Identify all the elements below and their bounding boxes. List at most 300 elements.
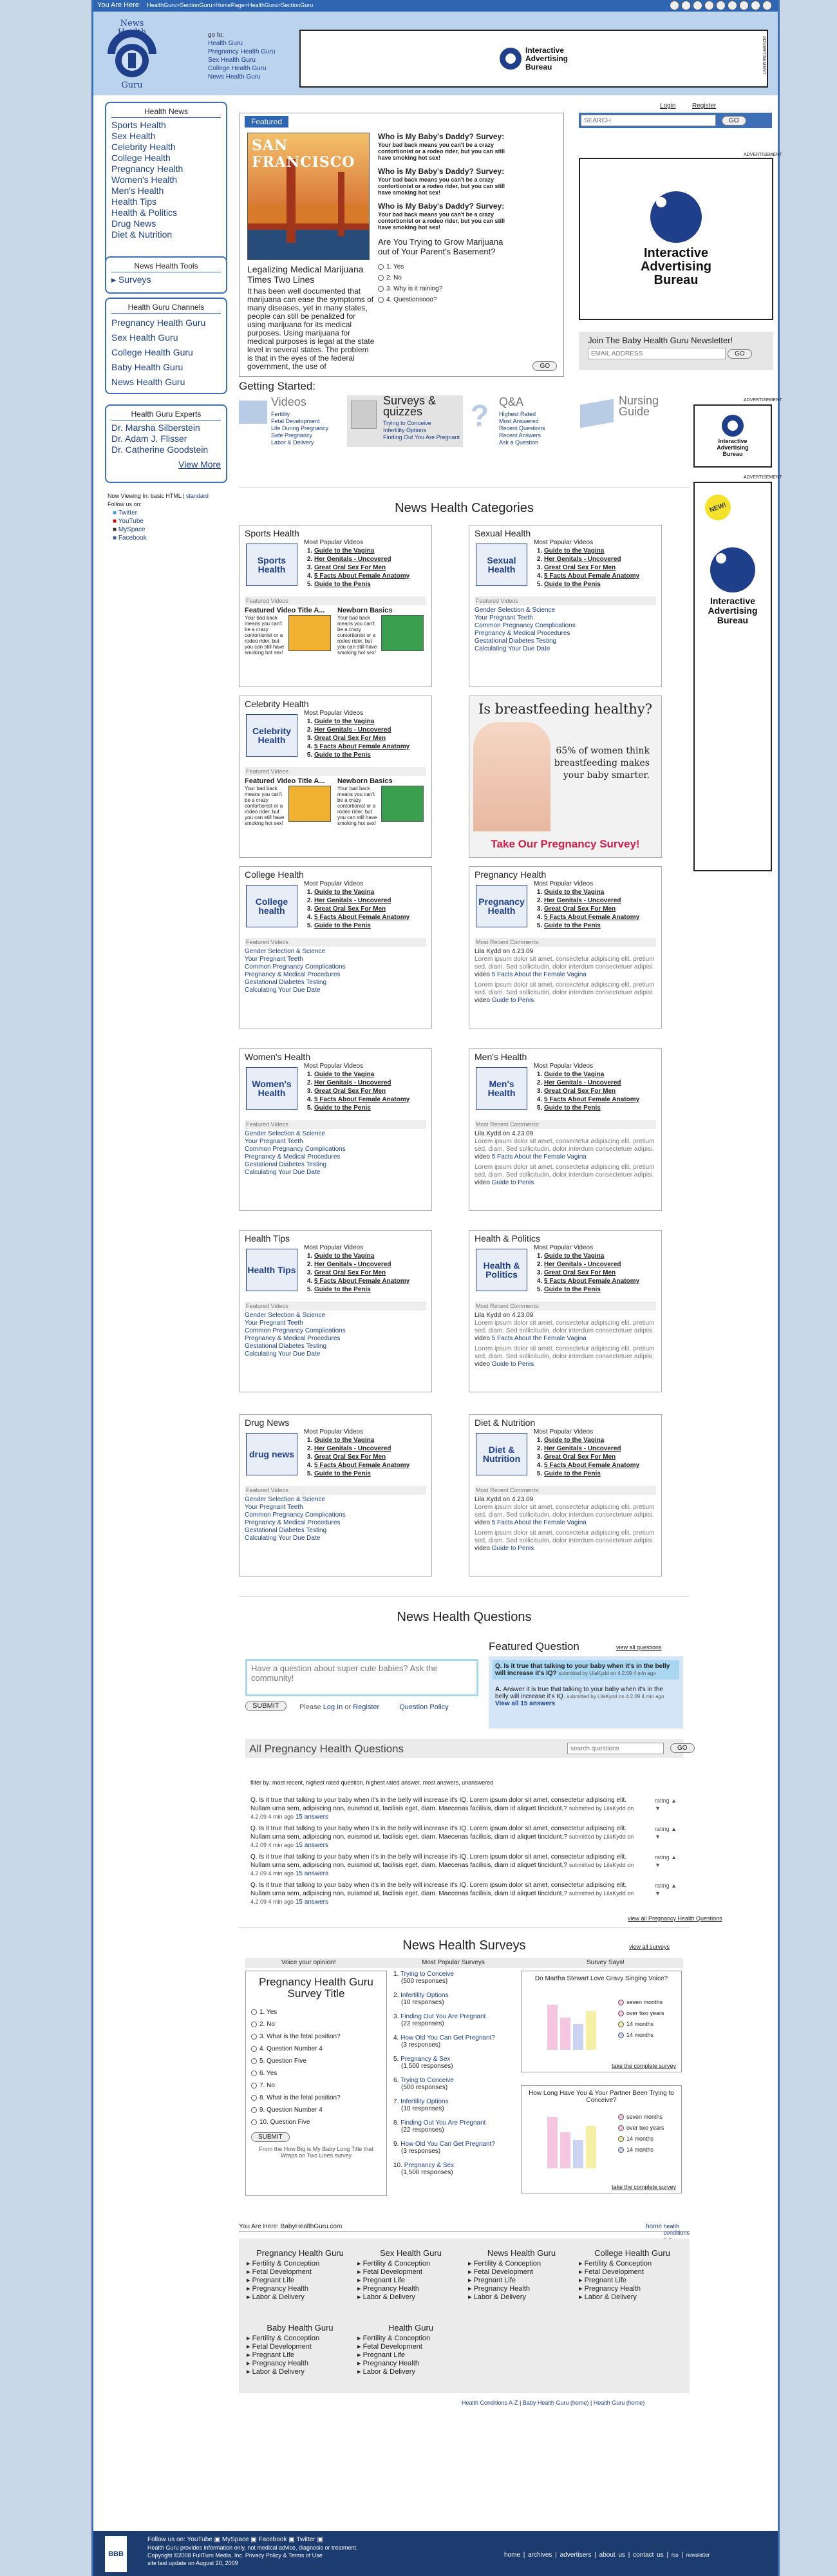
popular-video-link[interactable]: 2. Her Genitals - Uncovered	[544, 1260, 639, 1269]
bottom-home-link[interactable]: home	[646, 2223, 663, 2230]
bottom-nav-item[interactable]: ▸ Fertility & Conception	[357, 2260, 431, 2268]
videos-title[interactable]: Videos	[271, 395, 306, 408]
tips-icon[interactable]: Health Tips	[246, 1249, 297, 1291]
featured-video-link[interactable]: Common Pregnancy Complications	[245, 1327, 346, 1334]
qa-link[interactable]: Ask a Question	[499, 439, 539, 446]
popular-survey-link[interactable]: How Old You Can Get Pregnant?	[400, 2034, 495, 2041]
popular-video-link[interactable]: 2. Her Genitals - Uncovered	[544, 896, 639, 905]
bottom-nav-item[interactable]: ▸ Pregnant Life	[468, 2277, 516, 2284]
bottom-nav-item[interactable]: ▸ Fertility & Conception	[247, 2334, 320, 2342]
featured-video-link[interactable]: Gender Selection & Science	[245, 1130, 326, 1137]
bottom-nav-item[interactable]: ▸ Labor & Delivery	[247, 2293, 305, 2301]
bottom-nav-item[interactable]: ▸ Pregnancy Health	[357, 2360, 420, 2367]
footer-link[interactable]: home	[504, 2552, 521, 2559]
popular-survey-link[interactable]: Trying to Conceive	[400, 1971, 454, 1978]
popular-survey-link[interactable]: Pregnancy & Sex	[400, 2056, 451, 2063]
nav-item[interactable]: Diet & Nutrition	[111, 229, 173, 240]
site-logo[interactable]	[105, 15, 159, 90]
popular-video-link[interactable]: 1. Guide to the Vagina	[314, 547, 409, 555]
ask-submit-button[interactable]: SUBMIT	[245, 1701, 287, 1711]
bottom-link[interactable]: Health Conditions A-Z	[462, 2400, 518, 2406]
expert-item[interactable]: Dr. Catherine Goodstein	[111, 444, 209, 455]
video-thumbnail[interactable]	[381, 786, 424, 822]
nav-item[interactable]: Men's Health	[111, 185, 164, 196]
bbb-badge-icon[interactable]: BBB	[105, 2536, 127, 2572]
bottom-nav-item[interactable]: ▸ Labor & Delivery	[247, 2368, 305, 2376]
bottom-nav-title[interactable]: Health Guru	[388, 2323, 434, 2333]
drug-icon[interactable]: drug news	[246, 1433, 297, 1475]
nav-item[interactable]: Health Tips	[111, 196, 157, 207]
twitter-link[interactable]: Twitter	[118, 509, 138, 516]
popular-video-link[interactable]: 5. Guide to the Penis	[314, 1285, 409, 1294]
comment-video-link[interactable]: Guide to Penis	[491, 997, 534, 1004]
goto-link[interactable]: Sex Health Guru	[208, 57, 256, 64]
video-thumbnail[interactable]	[288, 786, 331, 822]
featured-video-link[interactable]: Pregnancy & Medical Procedures	[245, 1335, 341, 1342]
newsletter-email-input[interactable]	[588, 348, 726, 359]
popular-video-link[interactable]: 2. Her Genitals - Uncovered	[314, 1260, 409, 1269]
surveys-link[interactable]: ▸ Surveys	[111, 274, 151, 285]
popular-video-link[interactable]: 1. Guide to the Vagina	[314, 1070, 409, 1079]
featured-video-link[interactable]: Pregnancy & Medical Procedures	[475, 630, 570, 637]
banner-ad[interactable]	[299, 30, 768, 88]
qa-title[interactable]: Q&A	[499, 395, 524, 408]
survey-option[interactable]: 3. What is the fetal position?	[251, 2031, 381, 2043]
popular-video-link[interactable]: 5. Guide to the Penis	[544, 1104, 639, 1112]
surveys-link[interactable]: Infertility Options	[383, 427, 427, 433]
bottom-nav-item[interactable]: ▸ Fertility & Conception	[468, 2260, 541, 2268]
register-link[interactable]: Register	[353, 1703, 380, 1711]
newsletter-go-button[interactable]: GO	[728, 349, 752, 359]
bottom-nav-title[interactable]: Pregnancy Health Guru	[256, 2248, 344, 2258]
featured-image[interactable]	[247, 133, 370, 260]
featured-video-link[interactable]: Common Pregnancy Complications	[245, 963, 346, 971]
popular-video-link[interactable]: 1. Guide to the Vagina	[544, 888, 639, 896]
popular-video-link[interactable]: 4. 5 Facts About Female Anatomy	[314, 572, 409, 580]
college-icon[interactable]: College health	[246, 885, 297, 927]
popular-video-link[interactable]: 4. 5 Facts About Female Anatomy	[314, 1277, 409, 1285]
featured-video-link[interactable]: Calculating Your Due Date	[245, 1535, 321, 1542]
bottom-nav-title[interactable]: News Health Guru	[487, 2248, 556, 2258]
footer-twitter[interactable]: Twitter	[296, 2536, 315, 2543]
popular-video-link[interactable]: 5. Guide to the Penis	[314, 1470, 409, 1478]
popular-video-link[interactable]: 1. Guide to the Vagina	[314, 717, 409, 726]
popular-video-link[interactable]: 1. Guide to the Vagina	[544, 1436, 639, 1444]
featured-video-link[interactable]: Calculating Your Due Date	[245, 1169, 321, 1176]
nursing-title[interactable]: Nursing Guide	[619, 394, 659, 418]
popular-video-link[interactable]: 3. Great Oral Sex For Men	[544, 905, 639, 913]
popular-video-link[interactable]: 3. Great Oral Sex For Men	[544, 1269, 639, 1277]
bottom-conditions-link[interactable]: health conditions	[663, 2223, 690, 2236]
youtube-link[interactable]: YouTube	[118, 518, 144, 525]
surveys-link[interactable]: Trying to Conceive	[383, 420, 431, 426]
women-icon[interactable]: Women's Health	[246, 1067, 297, 1110]
footer-link[interactable]: newsletter	[686, 2552, 710, 2558]
nav-item[interactable]: Sex Health	[111, 131, 156, 141]
bottom-nav-item[interactable]: ▸ Labor & Delivery	[357, 2368, 415, 2376]
popular-video-link[interactable]: 4. 5 Facts About Female Anatomy	[544, 572, 639, 580]
footer-youtube[interactable]: YouTube	[187, 2536, 212, 2543]
footer-link[interactable]: about us	[599, 2552, 626, 2559]
featured-video-link[interactable]: Pregnancy & Medical Procedures	[245, 971, 341, 978]
rating[interactable]: rating ▲ ▼	[655, 1854, 677, 1868]
bottom-nav-item[interactable]: ▸ Pregnant Life	[247, 2277, 295, 2284]
question-link[interactable]: Is it true that talking to your baby when it's in the belly will increase it's IQ. Lorem ipsum dolor sit amet, consectetur adipiscing elit. Nullam urna sem, adipiscing non, euismod ut, facilisis eget, diam. Maecenas facilisis, diam id aliquet tincidunt,?	[250, 1853, 627, 1869]
popular-video-link[interactable]: 3. Great Oral Sex For Men	[314, 905, 409, 913]
fq-question[interactable]: Is it true that talking to your baby when it's in the belly will increase it's IQ?	[495, 1663, 670, 1677]
popular-video-link[interactable]: 4. 5 Facts About Female Anatomy	[544, 1277, 639, 1285]
featured-video-title[interactable]: Newborn Basics	[337, 607, 393, 614]
footer-link[interactable]: advertisers	[560, 2552, 592, 2559]
featured-video-link[interactable]: Gender Selection & Science	[245, 948, 326, 955]
popular-video-link[interactable]: 3. Great Oral Sex For Men	[544, 564, 639, 572]
featured-video-link[interactable]: Gestational Diabetes Testing	[245, 1161, 327, 1168]
bottom-nav-title[interactable]: College Health Guru	[594, 2248, 670, 2258]
featured-video-link[interactable]: Your Pregnant Teeth	[475, 614, 533, 621]
bottom-nav-item[interactable]: ▸ Fertility & Conception	[357, 2334, 431, 2342]
featured-video-link[interactable]: Gender Selection & Science	[245, 1312, 326, 1319]
chart2-link[interactable]: take the complete survey	[611, 2184, 676, 2190]
nav-item[interactable]: Celebrity Health	[111, 142, 176, 152]
diet-icon[interactable]: Diet & Nutrition	[476, 1433, 527, 1475]
bottom-link[interactable]: Health Guru (home)	[593, 2400, 645, 2406]
videos-link[interactable]: Labor & Delivery	[271, 439, 314, 446]
answers-link[interactable]: 15 answers	[295, 1842, 328, 1849]
popular-video-link[interactable]: 5. Guide to the Penis	[314, 922, 409, 930]
popular-video-link[interactable]: 2. Her Genitals - Uncovered	[314, 1079, 409, 1087]
popular-video-link[interactable]: 1. Guide to the Vagina	[314, 1252, 409, 1260]
bottom-nav-item[interactable]: ▸ Pregnant Life	[357, 2277, 406, 2284]
featured-video-link[interactable]: Your Pregnant Teeth	[245, 1320, 303, 1327]
featured-video-link[interactable]: Gestational Diabetes Testing	[245, 1527, 327, 1534]
popular-video-link[interactable]: 1. Guide to the Vagina	[314, 1436, 409, 1444]
popular-video-link[interactable]: 5. Guide to the Penis	[544, 580, 639, 589]
featured-video-link[interactable]: Calculating Your Due Date	[245, 1350, 321, 1358]
qa-link[interactable]: Highest Rated	[499, 411, 536, 417]
bottom-nav-item[interactable]: ▸ Fertility & Conception	[247, 2260, 320, 2268]
category-title[interactable]: Drug News	[245, 1417, 290, 1428]
comment-video-link[interactable]: 5 Facts About the Female Vagina	[491, 1519, 587, 1526]
survey-q[interactable]: Who is My Baby's Daddy? Survey:	[378, 167, 505, 176]
bottom-nav-item[interactable]: ▸ Pregnant Life	[579, 2277, 627, 2284]
channel-item[interactable]: Baby Health Guru	[111, 362, 183, 372]
popular-video-link[interactable]: 4. 5 Facts About Female Anatomy	[314, 743, 409, 751]
popular-video-link[interactable]: 5. Guide to the Penis	[314, 751, 409, 759]
survey-submit-button[interactable]: SUBMIT	[251, 2132, 290, 2142]
featured-video-link[interactable]: Pregnancy & Medical Procedures	[245, 1519, 341, 1526]
popular-video-link[interactable]: 1. Guide to the Vagina	[544, 1252, 639, 1260]
popular-video-link[interactable]: 4. 5 Facts About Female Anatomy	[314, 913, 409, 922]
survey-option[interactable]: 9. Question Number 4	[251, 2104, 381, 2116]
poll-option[interactable]: 4. Questionsooo?	[378, 294, 513, 305]
survey-option[interactable]: 4. Question Number 4	[251, 2043, 381, 2055]
footer-facebook[interactable]: Facebook	[258, 2536, 287, 2543]
view-more-link[interactable]: View More	[178, 459, 221, 469]
survey-q[interactable]: Who is My Baby's Daddy? Survey:	[378, 132, 505, 141]
popular-video-link[interactable]: 4. 5 Facts About Female Anatomy	[544, 913, 639, 922]
bottom-nav-item[interactable]: ▸ Fertility & Conception	[579, 2260, 652, 2268]
rect-ad[interactable]: Interactive Advertising Bureau	[579, 158, 773, 320]
poll-go-button[interactable]: GO	[532, 361, 557, 371]
popular-video-link[interactable]: 4. 5 Facts About Female Anatomy	[544, 1095, 639, 1104]
popular-video-link[interactable]: 3. Great Oral Sex For Men	[544, 1087, 639, 1095]
category-title[interactable]: College Health	[245, 869, 304, 880]
standard-link[interactable]: standard	[185, 493, 209, 499]
social-icon-1[interactable]	[670, 1, 679, 10]
small-ad[interactable]: Interactive Advertising Bureau	[693, 404, 772, 468]
popular-video-link[interactable]: 3. Great Oral Sex For Men	[544, 1453, 639, 1461]
breadcrumb[interactable]: HealthGuru>SectionGuru>HomePage>HealthGuru>SectionGuru	[147, 2, 314, 8]
popular-video-link[interactable]: 3. Great Oral Sex For Men	[314, 1269, 409, 1277]
bottom-link[interactable]: Baby Health Guru (home)	[522, 2400, 589, 2406]
question-link[interactable]: Is it true that talking to your baby when it's in the belly will increase it's IQ. Lorem ipsum dolor sit amet, consectetur adipiscing elit. Nullam urna sem, adipiscing non, euismod ut, facilisis eget, diam. Maecenas facilisis, diam id aliquet tincidunt,?	[250, 1882, 627, 1897]
comment-video-link[interactable]: 5 Facts About the Female Vagina	[491, 1153, 587, 1160]
popular-video-link[interactable]: 5. Guide to the Penis	[314, 580, 409, 589]
sexual-icon[interactable]: Sexual Health	[476, 544, 527, 586]
answers-link[interactable]: 15 answers	[295, 1870, 328, 1877]
comment-video-link[interactable]: 5 Facts About the Female Vagina	[491, 971, 587, 978]
popular-video-link[interactable]: 4. 5 Facts About Female Anatomy	[314, 1095, 409, 1104]
channel-item[interactable]: College Health Guru	[111, 347, 193, 357]
surveys-link[interactable]: Finding Out You Are Pregnant	[383, 434, 460, 440]
channel-item[interactable]: News Health Guru	[111, 377, 185, 387]
survey-option[interactable]: 6. Yes	[251, 2067, 381, 2079]
chart1-link[interactable]: take the complete survey	[611, 2063, 676, 2069]
popular-survey-link[interactable]: Finding Out You Are Pregnant	[400, 2013, 486, 2020]
category-title[interactable]: Celebrity Health	[245, 699, 309, 709]
nav-item[interactable]: Women's Health	[111, 175, 178, 185]
featured-video-link[interactable]: Common Pregnancy Complications	[245, 1146, 346, 1153]
survey-q[interactable]: Who is My Baby's Daddy? Survey:	[378, 202, 505, 211]
featured-video-link[interactable]: Gender Selection & Science	[245, 1496, 326, 1503]
popular-video-link[interactable]: 5. Guide to the Penis	[544, 1285, 639, 1294]
answers-link[interactable]: 15 answers	[295, 1814, 328, 1821]
rating[interactable]: rating ▲ ▼	[655, 1882, 677, 1897]
videos-link[interactable]: Safe Pregnancy	[271, 432, 313, 439]
qa-link[interactable]: Recent Answers	[499, 432, 541, 439]
expert-item[interactable]: Dr. Adam J. Flisser	[111, 433, 187, 444]
popular-video-link[interactable]: 3. Great Oral Sex For Men	[314, 734, 409, 743]
search-go-button[interactable]: GO	[722, 116, 746, 126]
category-title[interactable]: Health & Politics	[475, 1233, 540, 1244]
survey-option[interactable]: 5. Question Five	[251, 2055, 381, 2067]
expert-item[interactable]: Dr. Marsha Silberstein	[111, 422, 200, 433]
nav-item[interactable]: Sports Health	[111, 120, 166, 130]
question-search-input[interactable]	[567, 1743, 664, 1754]
footer-link[interactable]: contact us	[633, 2552, 664, 2559]
featured-video-link[interactable]: Your Pregnant Teeth	[245, 1138, 303, 1145]
celebrity-icon[interactable]: Celebrity Health	[246, 714, 297, 757]
comment-video-link[interactable]: Guide to Penis	[491, 1179, 534, 1186]
featured-video-link[interactable]: Gestational Diabetes Testing	[245, 1343, 327, 1350]
survey-option[interactable]: 7. No	[251, 2079, 381, 2092]
video-thumbnail[interactable]	[288, 615, 331, 651]
popular-video-link[interactable]: 2. Her Genitals - Uncovered	[314, 726, 409, 734]
popular-survey-link[interactable]: Finding Out You Are Pregnant	[400, 2119, 486, 2126]
popular-video-link[interactable]: 2. Her Genitals - Uncovered	[544, 1079, 639, 1087]
bottom-nav-title[interactable]: Baby Health Guru	[267, 2323, 334, 2333]
channel-item[interactable]: Pregnancy Health Guru	[111, 317, 206, 328]
featured-video-link[interactable]: Gestational Diabetes Testing	[475, 638, 557, 645]
surveys-title[interactable]: Surveys & quizzes	[383, 394, 437, 418]
search-input[interactable]	[581, 115, 716, 126]
videos-link[interactable]: Fetal Development	[271, 418, 320, 424]
category-title[interactable]: Sports Health	[245, 528, 299, 538]
ask-question-input[interactable]: Have a question about super cute babies? Ask the community!	[245, 1659, 478, 1696]
rating[interactable]: rating ▲ ▼	[655, 1797, 677, 1812]
videos-link[interactable]: Life During Pregnancy	[271, 425, 329, 431]
answers-link[interactable]: 15 answers	[295, 1899, 328, 1906]
category-title[interactable]: Sexual Health	[475, 528, 531, 538]
popular-survey-link[interactable]: Infertility Options	[400, 1992, 449, 1999]
question-policy-link[interactable]: Question Policy	[399, 1703, 449, 1711]
social-icon-8[interactable]	[751, 1, 760, 10]
popular-video-link[interactable]: 2. Her Genitals - Uncovered	[544, 555, 639, 564]
popular-video-link[interactable]: 3. Great Oral Sex For Men	[314, 1087, 409, 1095]
footer-myspace[interactable]: MySpace	[221, 2536, 249, 2543]
bottom-nav-item[interactable]: ▸ Labor & Delivery	[579, 2293, 637, 2301]
featured-video-link[interactable]: Pregnancy & Medical Procedures	[245, 1153, 341, 1160]
nav-item[interactable]: Drug News	[111, 218, 156, 229]
popular-video-link[interactable]: 5. Guide to the Penis	[544, 1470, 639, 1478]
promo-cta[interactable]: Take Our Pregnancy Survey!	[491, 838, 640, 850]
bottom-nav-item[interactable]: ▸ Fetal Development	[247, 2343, 312, 2351]
view-answers-link[interactable]: View all 15 answers	[495, 1700, 556, 1707]
nav-item[interactable]: Health & Politics	[111, 207, 177, 218]
popular-video-link[interactable]: 4. 5 Facts About Female Anatomy	[314, 1461, 409, 1470]
featured-video-link[interactable]: Your Pregnant Teeth	[245, 1504, 303, 1511]
popular-video-link[interactable]: 1. Guide to the Vagina	[544, 1070, 639, 1079]
popular-video-link[interactable]: 3. Great Oral Sex For Men	[314, 564, 409, 572]
bottom-nav-item[interactable]: ▸ Pregnancy Health	[357, 2285, 420, 2293]
social-icon-7[interactable]	[739, 1, 749, 10]
popular-survey-link[interactable]: How Old You Can Get Pregnant?	[400, 2141, 495, 2148]
popular-survey-link[interactable]: Infertility Options	[400, 2098, 449, 2105]
survey-option[interactable]: 1. Yes	[251, 2006, 381, 2018]
popular-video-link[interactable]: 2. Her Genitals - Uncovered	[314, 896, 409, 905]
popular-video-link[interactable]: 5. Guide to the Penis	[314, 1104, 409, 1112]
popular-video-link[interactable]: 2. Her Genitals - Uncovered	[314, 1444, 409, 1453]
goto-link[interactable]: Pregnancy Health Guru	[208, 48, 276, 55]
qa-link[interactable]: Most Answered	[499, 418, 539, 424]
popular-video-link[interactable]: 5. Guide to the Penis	[544, 922, 639, 930]
featured-title[interactable]: Legalizing Medical Marijuana Times Two Lines	[247, 264, 364, 285]
footer-link[interactable]: archives	[528, 2552, 552, 2559]
politics-icon[interactable]: Health & Politics	[476, 1249, 527, 1291]
bottom-nav-item[interactable]: ▸ Fetal Development	[247, 2268, 312, 2276]
popular-video-link[interactable]: 1. Guide to the Vagina	[544, 547, 639, 555]
qa-link[interactable]: Recent Questions	[499, 425, 545, 431]
poll-option[interactable]: 2. No	[378, 272, 513, 283]
filter-bar[interactable]: filter by: most recent, highest rated question, highest rated answer, most answers, unanswered	[250, 1779, 494, 1786]
men-icon[interactable]: Men's Health	[476, 1067, 527, 1110]
popular-video-link[interactable]: 2. Her Genitals - Uncovered	[544, 1444, 639, 1453]
category-title[interactable]: Pregnancy Health	[475, 869, 547, 880]
bottom-nav-title[interactable]: Sex Health Guru	[379, 2248, 442, 2258]
comment-video-link[interactable]: Guide to Penis	[491, 1545, 534, 1552]
login-link[interactable]: Log In	[323, 1703, 343, 1711]
survey-option[interactable]: 2. No	[251, 2018, 381, 2031]
bottom-nav-item[interactable]: ▸ Fetal Development	[468, 2268, 533, 2276]
popular-survey-link[interactable]: Trying to Conceive	[400, 2077, 454, 2084]
featured-video-link[interactable]: Gestational Diabetes Testing	[245, 979, 327, 986]
popular-video-link[interactable]: 3. Great Oral Sex For Men	[314, 1453, 409, 1461]
category-title[interactable]: Women's Health	[245, 1052, 311, 1062]
login-link[interactable]: Login	[660, 102, 676, 109]
facebook-link[interactable]: Facebook	[118, 535, 147, 542]
rating[interactable]: rating ▲ ▼	[655, 1826, 677, 1840]
register-link[interactable]: Register	[692, 102, 717, 109]
nav-item[interactable]: College Health	[111, 153, 171, 163]
bottom-nav-item[interactable]: ▸ Pregnancy Health	[579, 2285, 641, 2293]
view-all-surveys-link[interactable]: view all surveys	[629, 1944, 670, 1950]
popular-video-link[interactable]: 1. Guide to the Vagina	[314, 888, 409, 896]
bottom-nav-item[interactable]: ▸ Pregnant Life	[247, 2351, 295, 2359]
myspace-link[interactable]: MySpace	[118, 526, 146, 533]
featured-video-link[interactable]: Common Pregnancy Complications	[475, 622, 576, 629]
survey-option[interactable]: 10. Question Five	[251, 2116, 381, 2128]
social-icon-5[interactable]	[716, 1, 726, 10]
bottom-nav-item[interactable]: ▸ Pregnant Life	[357, 2351, 406, 2359]
featured-video-title[interactable]: Featured Video Title A...	[245, 777, 325, 785]
bottom-nav-item[interactable]: ▸ Pregnancy Health	[247, 2285, 309, 2293]
social-icon-4[interactable]	[704, 1, 714, 10]
comment-video-link[interactable]: Guide to Penis	[491, 1361, 534, 1368]
category-title[interactable]: Health Tips	[245, 1233, 290, 1244]
goto-link[interactable]: College Health Guru	[208, 65, 267, 72]
social-icon-3[interactable]	[693, 1, 702, 10]
poll-option[interactable]: 3. Why is it raining?	[378, 283, 513, 294]
popular-survey-link[interactable]: Pregnancy & Sex	[404, 2162, 454, 2169]
category-title[interactable]: Diet & Nutrition	[475, 1417, 536, 1428]
view-all-pregnancy-questions[interactable]: view all Pregnancy Health Questions	[628, 1915, 722, 1922]
goto-link[interactable]: News Health Guru	[208, 73, 261, 80]
popular-video-link[interactable]: 4. 5 Facts About Female Anatomy	[544, 1461, 639, 1470]
skyscraper-ad[interactable]: NEW! Interactive Advertising Bureau	[693, 482, 772, 871]
bottom-nav-item[interactable]: ▸ Fetal Development	[579, 2268, 644, 2276]
view-all-questions-link[interactable]: view all questions	[616, 1644, 662, 1651]
bottom-nav-item[interactable]: ▸ Labor & Delivery	[357, 2293, 415, 2301]
channel-item[interactable]: Sex Health Guru	[111, 332, 178, 343]
videos-link[interactable]: Fertility	[271, 411, 290, 417]
bottom-nav-item[interactable]: ▸ Fetal Development	[357, 2343, 422, 2351]
goto-link[interactable]: Health Guru	[208, 40, 243, 47]
bottom-nav-item[interactable]: ▸ Pregnancy Health	[468, 2285, 531, 2293]
pregnancy-icon[interactable]: Pregnancy Health	[476, 885, 527, 927]
video-thumbnail[interactable]	[381, 615, 424, 651]
question-link[interactable]: Is it true that talking to your baby when it's in the belly will increase it's IQ. Lorem ipsum dolor sit amet, consectetur adipiscing elit. Nullam urna sem, adipiscing non, euismod ut, facilisis eget, diam. Maecenas facilisis, diam id aliquet tincidunt,?	[250, 1825, 627, 1841]
featured-video-link[interactable]: Common Pregnancy Complications	[245, 1511, 346, 1519]
comment-video-link[interactable]: 5 Facts About the Female Vagina	[491, 1335, 587, 1342]
sports-icon[interactable]: Sports Health	[246, 544, 297, 586]
featured-video-title[interactable]: Newborn Basics	[337, 777, 393, 785]
question-link[interactable]: Is it true that talking to your baby when it's in the belly will increase it's IQ. Lorem ipsum dolor sit amet, consectetur adipiscing elit. Nullam urna sem, adipiscing non, euismod ut, facilisis eget, diam. Maecenas facilisis, diam id aliquet tincidunt,?	[250, 1797, 627, 1812]
question-search-go[interactable]: GO	[670, 1743, 695, 1753]
bottom-nav-item[interactable]: ▸ Fetal Development	[357, 2268, 422, 2276]
featured-video-link[interactable]: Gender Selection & Science	[475, 607, 556, 614]
poll-option[interactable]: 1. Yes	[378, 261, 513, 272]
social-icon-9[interactable]	[762, 1, 772, 10]
bottom-nav-item[interactable]: ▸ Pregnancy Health	[247, 2360, 309, 2367]
survey-option[interactable]: 8. What is the fetal position?	[251, 2092, 381, 2104]
social-icon-2[interactable]	[681, 1, 691, 10]
featured-video-link[interactable]: Calculating Your Due Date	[245, 987, 321, 994]
bottom-nav-item[interactable]: ▸ Labor & Delivery	[468, 2293, 526, 2301]
popular-video-link[interactable]: 2. Her Genitals - Uncovered	[314, 555, 409, 564]
featured-video-title[interactable]: Featured Video Title A...	[245, 607, 325, 614]
footer-link[interactable]: rss	[671, 2552, 679, 2558]
nav-item[interactable]: Pregnancy Health	[111, 164, 183, 174]
